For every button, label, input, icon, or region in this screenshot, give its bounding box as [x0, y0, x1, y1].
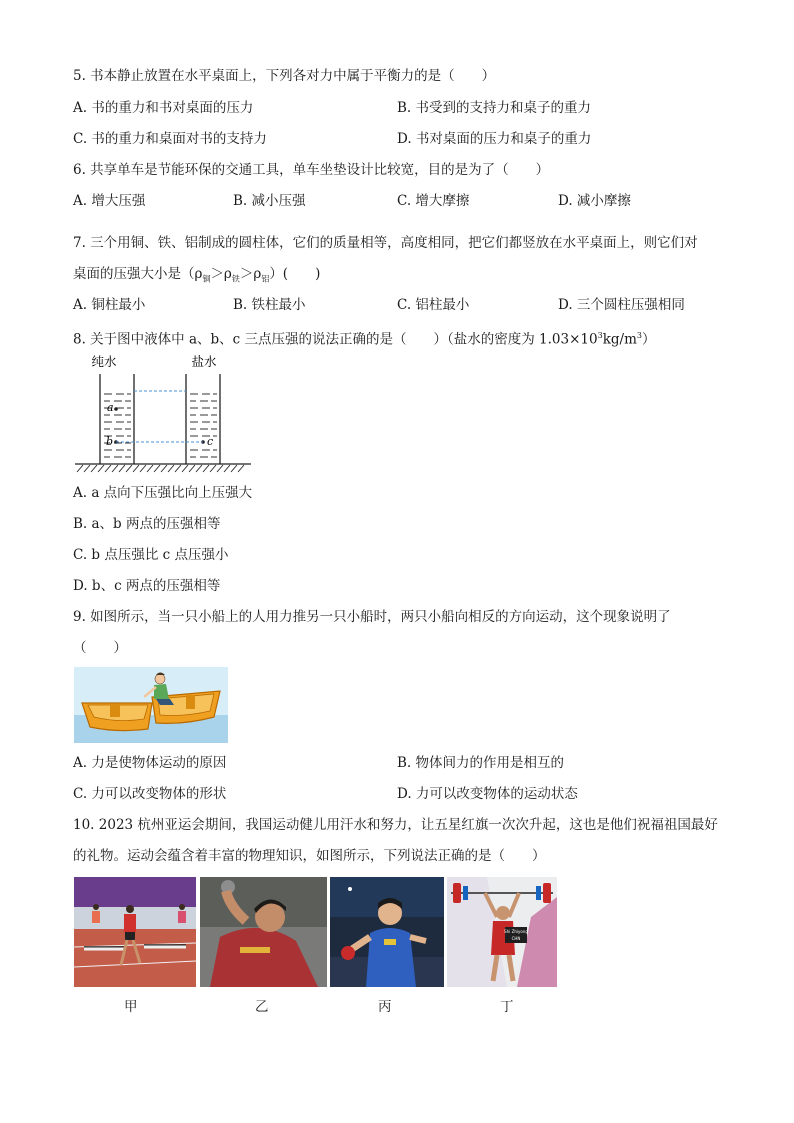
q6-option-c[interactable]: C. 增大摩擦 [397, 193, 470, 209]
q5-option-b[interactable]: B. 书受到的支持力和桌子的重力 [397, 100, 592, 116]
q6-option-d[interactable]: D. 减小摩擦 [558, 193, 631, 209]
photo-table-tennis [330, 877, 444, 987]
q6-option-b[interactable]: B. 减小压强 [233, 193, 306, 209]
q5-option-a[interactable]: A. 书的重力和书对桌面的压力 [73, 100, 254, 116]
q8-unit: kg/m [602, 331, 637, 348]
q8-exponent: 3 [636, 331, 642, 340]
photo-label-bing: 丙 [378, 999, 392, 1015]
q8-option-a[interactable]: A. a 点向下压强比向上压强大 [73, 485, 253, 501]
q7-text: ＞ρ [239, 266, 262, 282]
q7-option-b[interactable]: B. 铁柱最小 [233, 297, 306, 313]
q9-option-a[interactable]: A. 力是使物体运动的原因 [73, 755, 227, 771]
q5-option-c[interactable]: C. 书的重力和桌面对书的支持力 [73, 131, 267, 147]
q5-option-d[interactable]: D. 书对桌面的压力和桌子的重力 [397, 131, 592, 147]
q9-option-d[interactable]: D. 力可以改变物体的运动状态 [397, 786, 578, 802]
point-a-label: a [107, 401, 114, 414]
q9-option-b[interactable]: B. 物体间力的作用是相互的 [397, 755, 565, 771]
q5-stem: 5. 书本静止放置在水平桌面上，下列各对力中属于平衡力的是（ ） [73, 68, 496, 84]
jersey-country: CHN [511, 936, 521, 941]
q8-option-d[interactable]: D. b、c 两点的压强相等 [73, 578, 221, 594]
q7-text: ）( ) [269, 266, 321, 282]
q8-exponent: 3 [597, 331, 603, 340]
jersey-name: Shi Zhiyong [504, 929, 528, 934]
q9-option-c[interactable]: C. 力可以改变物体的形状 [73, 786, 227, 802]
q8-option-c[interactable]: C. b 点压强比 c 点压强小 [73, 547, 229, 563]
photo-label-jia: 甲 [124, 999, 138, 1015]
q7-text: 桌面的压强大小是（ρ [73, 266, 203, 282]
q8-stem [73, 326, 655, 350]
photo-shot-put [200, 877, 327, 987]
q7-option-a[interactable]: A. 铜柱最小 [73, 297, 146, 313]
q9-stem-cont: （ ） [73, 640, 127, 656]
q10-stem: 10. 2023 杭州亚运会期间，我国运动健儿用汗水和努力，让五星红旗一次次升起，这也是他们祝福祖国最好 [73, 817, 718, 833]
q8-text: 8. 关于图中液体中 a、b、c 三点压强的说法正确的是（ ）（盐水的密度为 1.03×10 [73, 331, 598, 348]
q10-stem-cont: 的礼物。运动会蕴含着丰富的物理知识，如图所示，下列说法正确的是（ ） [73, 848, 546, 864]
q9-stem: 9. 如图所示，当一只小船上的人用力推另一只小船时，两只小船向相反的方向运动，这个现象说明了 [73, 609, 671, 625]
q8-option-b[interactable]: B. a、b 两点的压强相等 [73, 516, 221, 532]
rho-sub-copper: 铜 [202, 274, 211, 284]
salt-water-label: 盐水 [191, 354, 217, 369]
photo-hurdles [74, 877, 196, 987]
q6-stem: 6. 共享单车是节能环保的交通工具，单车坐垫设计比较宽，目的是为了（ ） [73, 162, 550, 178]
q7-text: ＞ρ [210, 266, 232, 282]
q8-text: ） [641, 331, 656, 348]
pure-water-label: 纯水 [91, 354, 117, 369]
rho-sub-aluminum: 铝 [261, 274, 270, 284]
q6-option-a[interactable]: A. 增大压强 [73, 193, 146, 209]
photo-weightlifting [447, 877, 557, 987]
liquid-container-figure [73, 350, 253, 476]
photo-label-yi: 乙 [255, 999, 269, 1015]
q7-stem-line1: 7. 三个用铜、铁、铝制成的圆柱体，它们的质量相等，高度相同，把它们都竖放在水平桌面上，则它们对 [73, 235, 698, 251]
q7-option-d[interactable]: D. 三个圆柱压强相同 [558, 297, 685, 313]
boats-figure [74, 667, 228, 743]
pure-water-container [100, 374, 134, 464]
q7-option-c[interactable]: C. 铝柱最小 [397, 297, 470, 313]
salt-water-container [186, 374, 220, 464]
ground-hatching [77, 465, 244, 472]
q7-stem-line2 [73, 264, 320, 290]
point-c-label: c [207, 435, 214, 448]
point-b-label: b [106, 435, 114, 448]
rho-sub-iron: 铁 [231, 274, 240, 284]
photo-label-ding: 丁 [500, 999, 514, 1015]
